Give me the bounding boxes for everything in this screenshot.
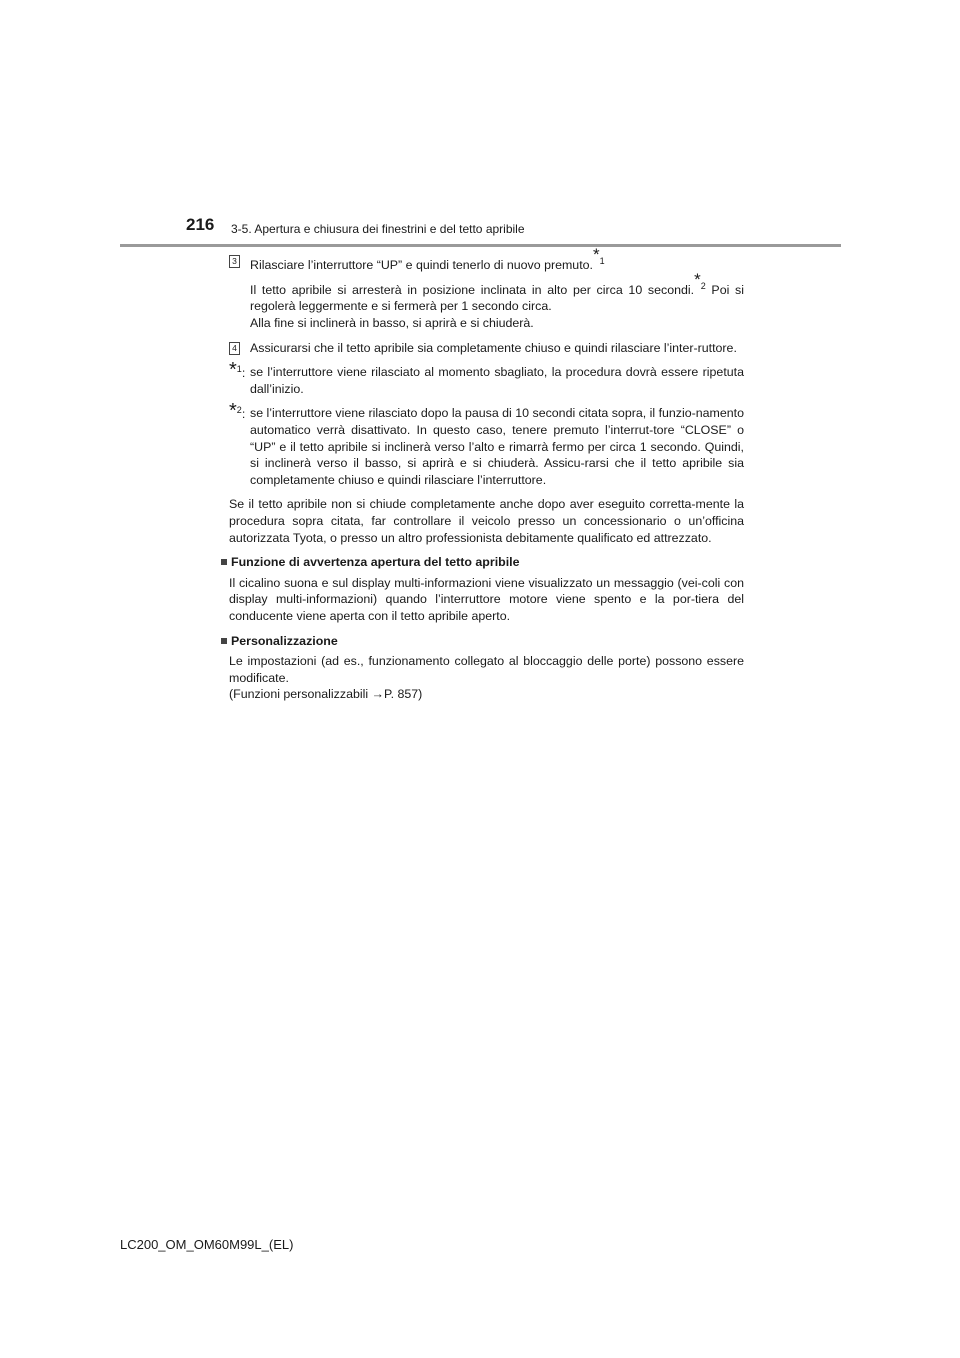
- page-number: 216: [186, 215, 215, 234]
- step-3: [229, 245, 744, 332]
- footnote-2: [229, 400, 744, 488]
- footnote-1: [229, 359, 744, 397]
- content-body: [229, 245, 744, 711]
- header-rule: [120, 244, 841, 247]
- section-heading: Personalizzazione: [221, 633, 744, 650]
- footnote-marker: *$^2$:: [229, 400, 246, 423]
- footnote-marker: *$^1$:: [229, 359, 246, 382]
- step-4: [229, 340, 744, 357]
- section-customization: [229, 633, 744, 703]
- footnote-text: se l’interruttore viene rilasciato dopo la pausa di 10 secondi citata sopra, il funzio-namento automatico verrà disattivato. In questo caso, tenere premuto l’interrut-tore “CLOSE” o “UP” e il tetto apribile si inclinerà verso l’alto e rimarrà fermo per circa 1 secondo. Quindi, si inclinerà verso il basso, si aprirà e si chiuderà. Assicu-rarsi che il tetto apribile sia completamente chiuso e quindi rilasciare l’interruttore.: [250, 406, 744, 487]
- footer-doc-code: LC200_OM_OM60M99L_(EL): [120, 1237, 294, 1252]
- cross-reference[interactable]: (Funzioni personalizzabili →P. 857): [229, 687, 423, 702]
- section-body: Le impostazioni (ad es., funzionamento collegato al bloccaggio delle porte) possono essere modificate.: [229, 654, 744, 685]
- section-title: 3-5. Apertura e chiusura dei finestrini e del tetto apribile: [231, 222, 525, 236]
- section-warning-function: [229, 554, 744, 624]
- step-number-box: 4: [229, 342, 240, 355]
- section-heading: Funzione di avvertenza apertura del tetto apribile: [221, 554, 744, 571]
- section-body: Il cicalino suona e sul display multi-informazioni viene visualizzato un messaggio (vei-coli con display multi-informazioni) quando l’interruttore motore viene spento e la por-tiera del conducente viene aperta con il tetto apribile aperto.: [229, 575, 744, 623]
- square-bullet-icon: [221, 559, 227, 565]
- step-text: Assicurarsi che il tetto apribile sia completamente chiuso e quindi rilasciare l’inter-ruttore.: [250, 340, 737, 355]
- square-bullet-icon: [221, 638, 227, 644]
- step-continuation: Il tetto apribile si arresterà in posizione inclinata in alto per circa 10 secondi.*$^2$ Poi si regolerà leggermente e si fermerà per 1 secondo circa. Alla fine si inclinerà in basso, si aprirà e si chiuderà.: [250, 269, 744, 331]
- service-paragraph: Se il tetto apribile non si chiude completamente anche dopo aver eseguito corretta-mente la procedura sopra citata, far controllare il veicolo presso un concessionario o un’officina autorizzata Tyota, o presso un altro professionista debitamente qualificato ed attrezzato.: [229, 497, 744, 545]
- step-number-box: 3: [229, 255, 240, 268]
- step-text: Rilasciare l’interruttore “UP” e quindi tenerlo di nuovo premuto.*$^1$: [250, 245, 605, 273]
- footnote-text: se l’interruttore viene rilasciato al momento sbagliato, la procedura dovrà essere ripetuta dall’inizio.: [250, 365, 744, 396]
